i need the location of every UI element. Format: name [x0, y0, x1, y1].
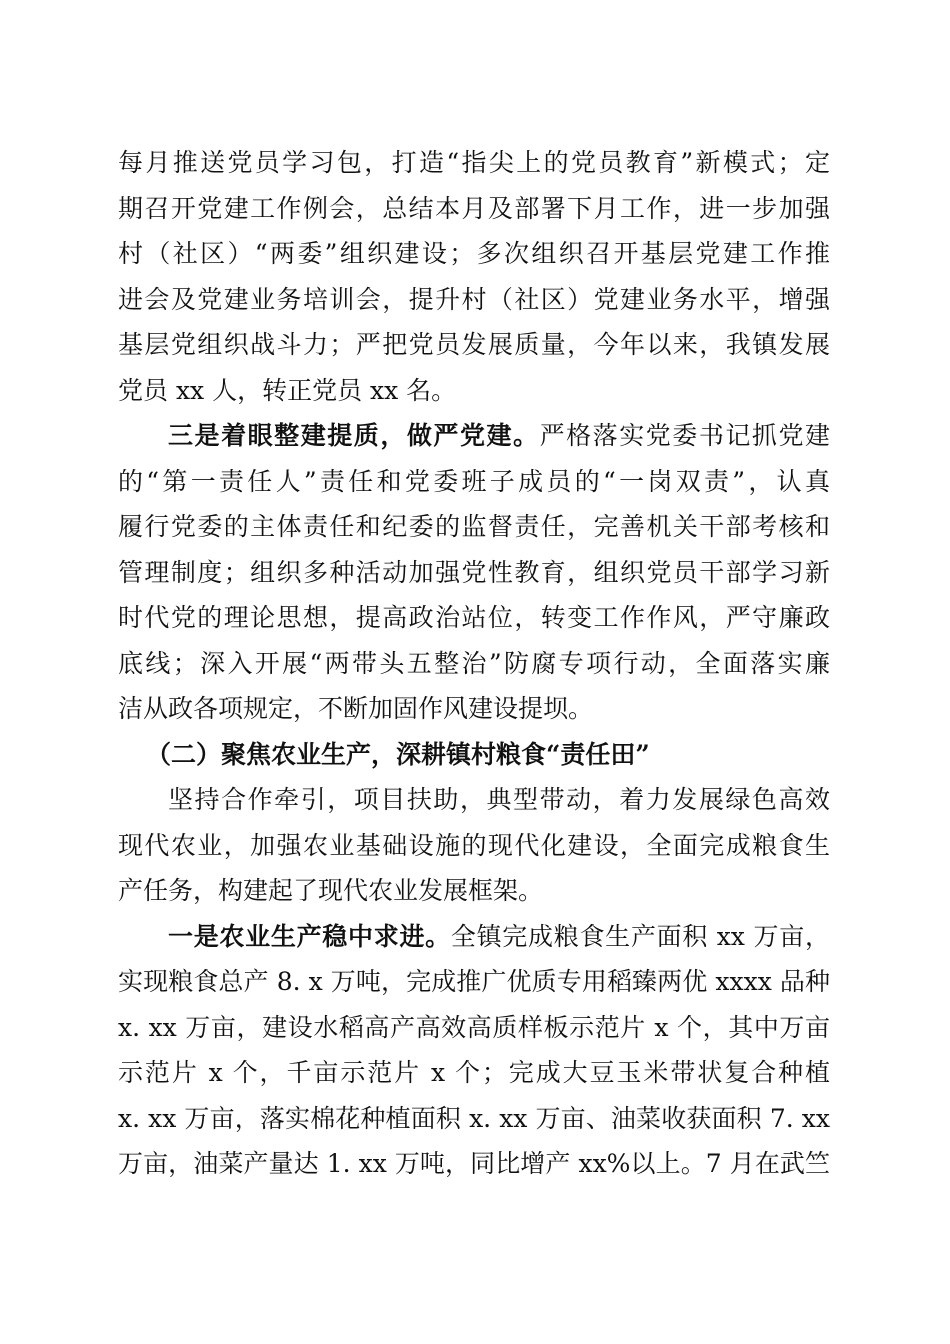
document-body — [118, 140, 830, 1187]
section-heading: （二）聚焦农业生产，深耕镇村粮食“责任田” — [146, 739, 650, 769]
paragraph-4-first-line-rest: 全镇完成粮食生产面积 xx 万亩， — [450, 921, 830, 951]
paragraph-1-line-1: 每月推送党员学习包，打造“指尖上的党员教育”新模式；定 — [118, 148, 830, 177]
paragraph-3-line-1: 坚持合作牵引，项目扶助，典型带动，着力发展绿色高效 — [168, 785, 830, 814]
paragraph-1-line-4: 进会及党建业务培训会，提升村（社区）党建业务水平，增强 — [118, 284, 830, 314]
paragraph-4-line-6: 万亩，油菜产量达 1. xx 万吨，同比增产 xx%以上。7 月在武竺 — [118, 1149, 830, 1178]
paragraph-3-line-2: 现代农业，加强农业基础设施的现代化建设，全面完成粮食生 — [118, 830, 830, 860]
paragraph-4-line-3: x. xx 万亩，建设水稻高产高效高质样板示范片 x 个，其中万亩 — [118, 1012, 830, 1042]
paragraph-2-line-5: 时代党的理论思想，提高政治站位，转变工作作风，严守廉政 — [118, 603, 830, 632]
paragraph-2-line-2: 的“第一责任人”责任和党委班子成员的“一岗双责”，认真 — [118, 466, 830, 496]
paragraph-1-line-3: 村（社区）“两委”组织建设；多次组织召开基层党建工作推 — [118, 239, 830, 268]
paragraph-2-line-1 — [118, 413, 830, 459]
paragraph-1-line-2: 期召开党建工作例会，总结本月及部署下月工作，进一步加强 — [118, 193, 830, 223]
paragraph-2-lead: 三是着眼整建提质，做严党建。 — [168, 421, 540, 450]
paragraph-1-line-6: 党员 xx 人，转正党员 xx 名。 — [118, 375, 457, 405]
paragraph-2-first-line-rest: 严格落实党委书记抓党建 — [539, 421, 830, 450]
paragraph-4-line-5: x. xx 万亩，落实棉花种植面积 x. xx 万亩、油菜收获面积 7. xx — [118, 1103, 830, 1133]
paragraph-4-line-2: 实现粮食总产 8. x 万吨，完成推广优质专用稻臻两优 xxxx 品种 — [118, 967, 830, 996]
paragraph-1-line-5: 基层党组织战斗力；严把党员发展质量，今年以来，我镇发展 — [118, 330, 830, 359]
paragraph-2-line-7: 洁从政各项规定，不断加固作风建设提坝。 — [118, 694, 594, 723]
paragraph-4-line-1 — [118, 914, 830, 960]
paragraph-2-line-4: 管理制度；组织多种活动加强党性教育，组织党员干部学习新 — [118, 557, 830, 587]
paragraph-3-line-3: 产任务，构建起了现代农业发展框架。 — [118, 876, 544, 905]
paragraph-2-line-3: 履行党委的主体责任和纪委的监督责任，完善机关干部考核和 — [118, 512, 830, 541]
paragraph-4-lead: 一是农业生产稳中求进。 — [168, 921, 451, 951]
paragraph-4-line-4: 示范片 x 个，千亩示范片 x 个；完成大豆玉米带状复合种植 — [118, 1058, 830, 1087]
paragraph-2-line-6: 底线；深入开展“两带头五整治”防腐专项行动，全面落实廉 — [118, 648, 830, 678]
